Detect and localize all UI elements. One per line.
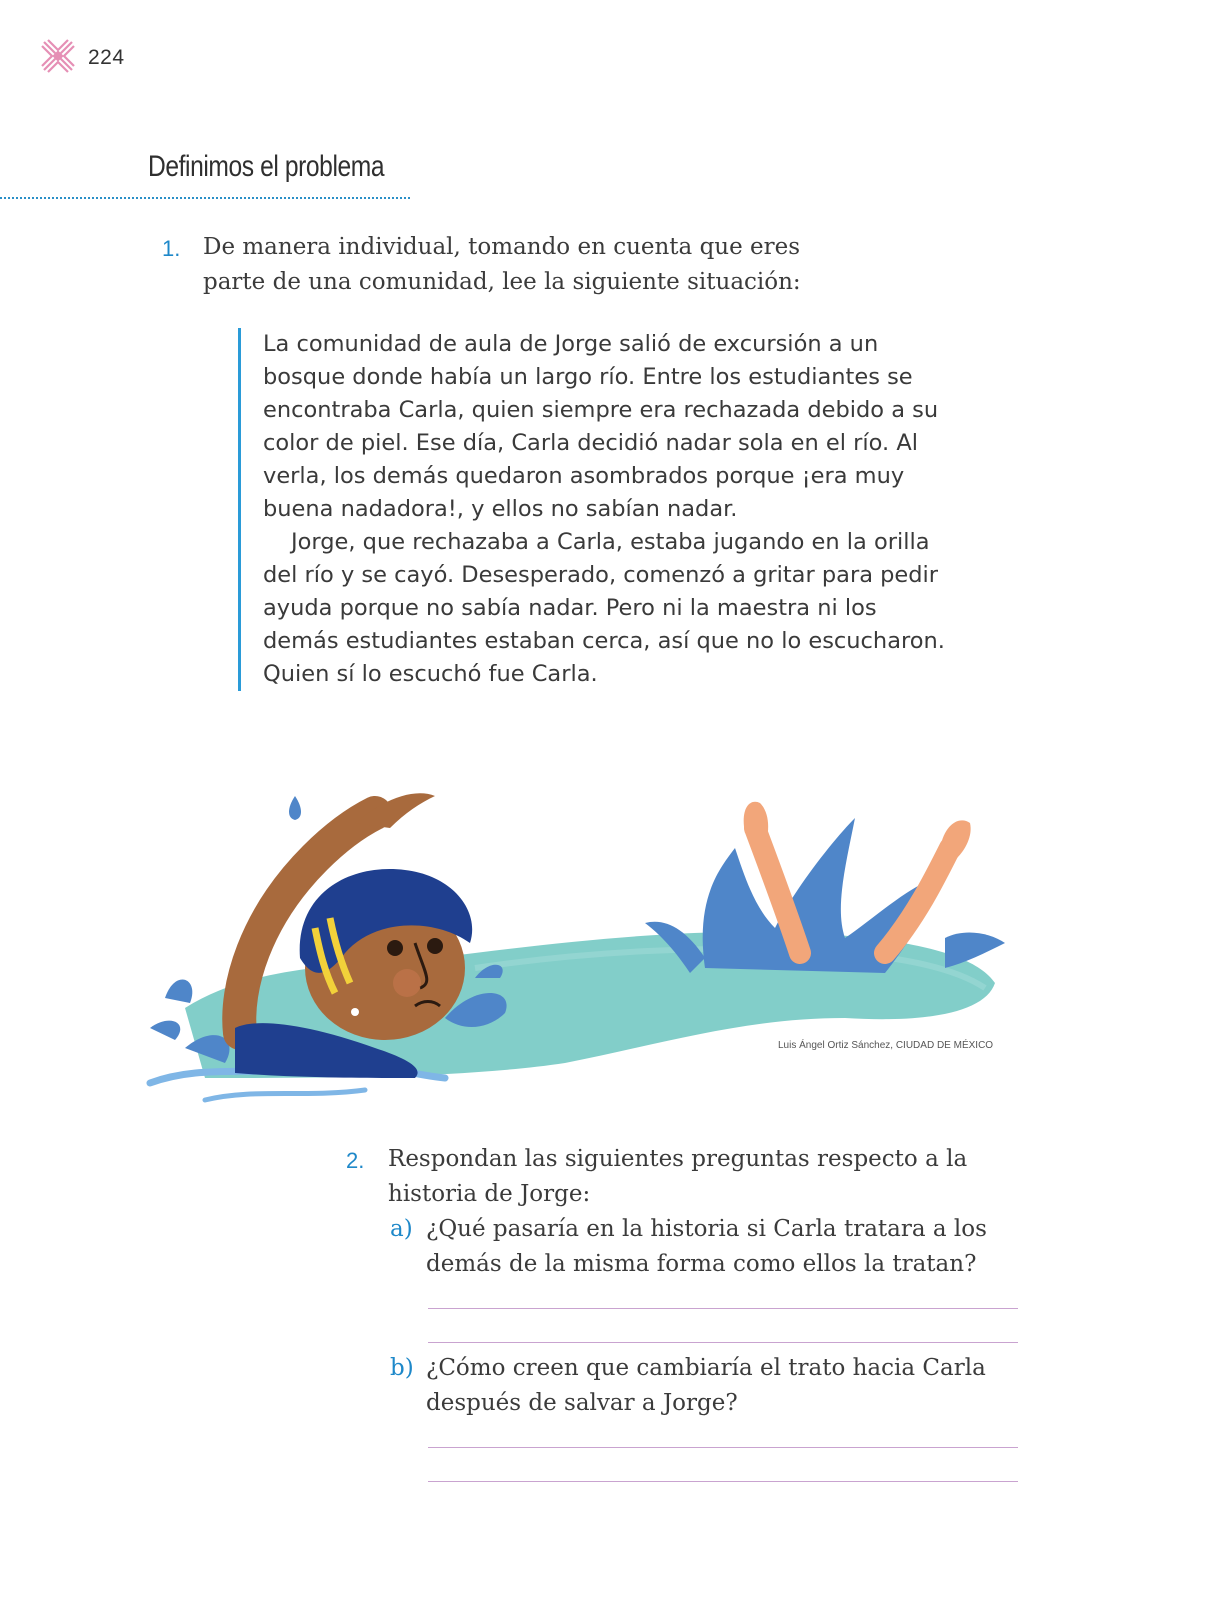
answer-line-b-1[interactable] <box>428 1447 1018 1448</box>
illustration-credit: Luis Ángel Ortiz Sánchez, CIUDAD DE MÉXICO <box>778 1040 994 1051</box>
story-paragraph-1: La comunidad de aula de Jorge salió de excursión a un bosque donde había un largo río. Entre los estudiantes se encontraba Carla, quien siempre era rechazada debido a su color de piel. Ese día, Carla decidió nadar sola en el río. Al verla, los demás quedaron asombrados porque ¡era muy buena nadadora!, y ellos no sabían nadar. <box>263 331 939 522</box>
question-1-line-2: parte de una comunidad, lee la siguiente situación: <box>203 269 801 295</box>
ornament-icon <box>40 38 76 78</box>
question-1-number: 1. <box>162 236 181 261</box>
answer-line-a-1[interactable] <box>428 1308 1018 1309</box>
question-2-number: 2. <box>346 1148 365 1173</box>
story-block <box>238 328 953 691</box>
story-paragraph-2: Jorge, que rechazaba a Carla, estaba jugando en la orilla del río y se cayó. Desesperado, comenzó a gritar para pedir ayuda porque no sabía nadar. Pero ni la maestra ni los demás estudiantes estaban cerca, así que no lo escucharon. Quien sí lo escuchó fue Carla. <box>263 529 945 687</box>
question-2-line-1: Respondan las siguientes preguntas respecto a la <box>388 1146 968 1172</box>
question-2a-label: a) <box>390 1216 413 1242</box>
question-2b-line-2: después de salvar a Jorge? <box>426 1390 738 1416</box>
question-2a-line-1: ¿Qué pasaría en la historia si Carla tratara a los <box>426 1216 987 1242</box>
page-header <box>40 38 125 78</box>
section-title: Definimos el problema <box>148 150 385 183</box>
section-title-rule <box>0 197 410 199</box>
question-1-line-1: De manera individual, tomando en cuenta que eres <box>203 234 801 260</box>
page-number: 224 <box>88 46 125 69</box>
answer-line-a-2[interactable] <box>428 1342 1018 1343</box>
answer-line-b-2[interactable] <box>428 1481 1018 1482</box>
question-2-line-2: historia de Jorge: <box>388 1181 591 1207</box>
question-2b-label: b) <box>390 1355 414 1381</box>
question-2a-line-2: demás de la misma forma como ellos la tratan? <box>426 1251 977 1277</box>
question-2b-line-1: ¿Cómo creen que cambiaría el trato hacia Carla <box>426 1355 986 1381</box>
swimming-illustration <box>145 778 1015 1118</box>
